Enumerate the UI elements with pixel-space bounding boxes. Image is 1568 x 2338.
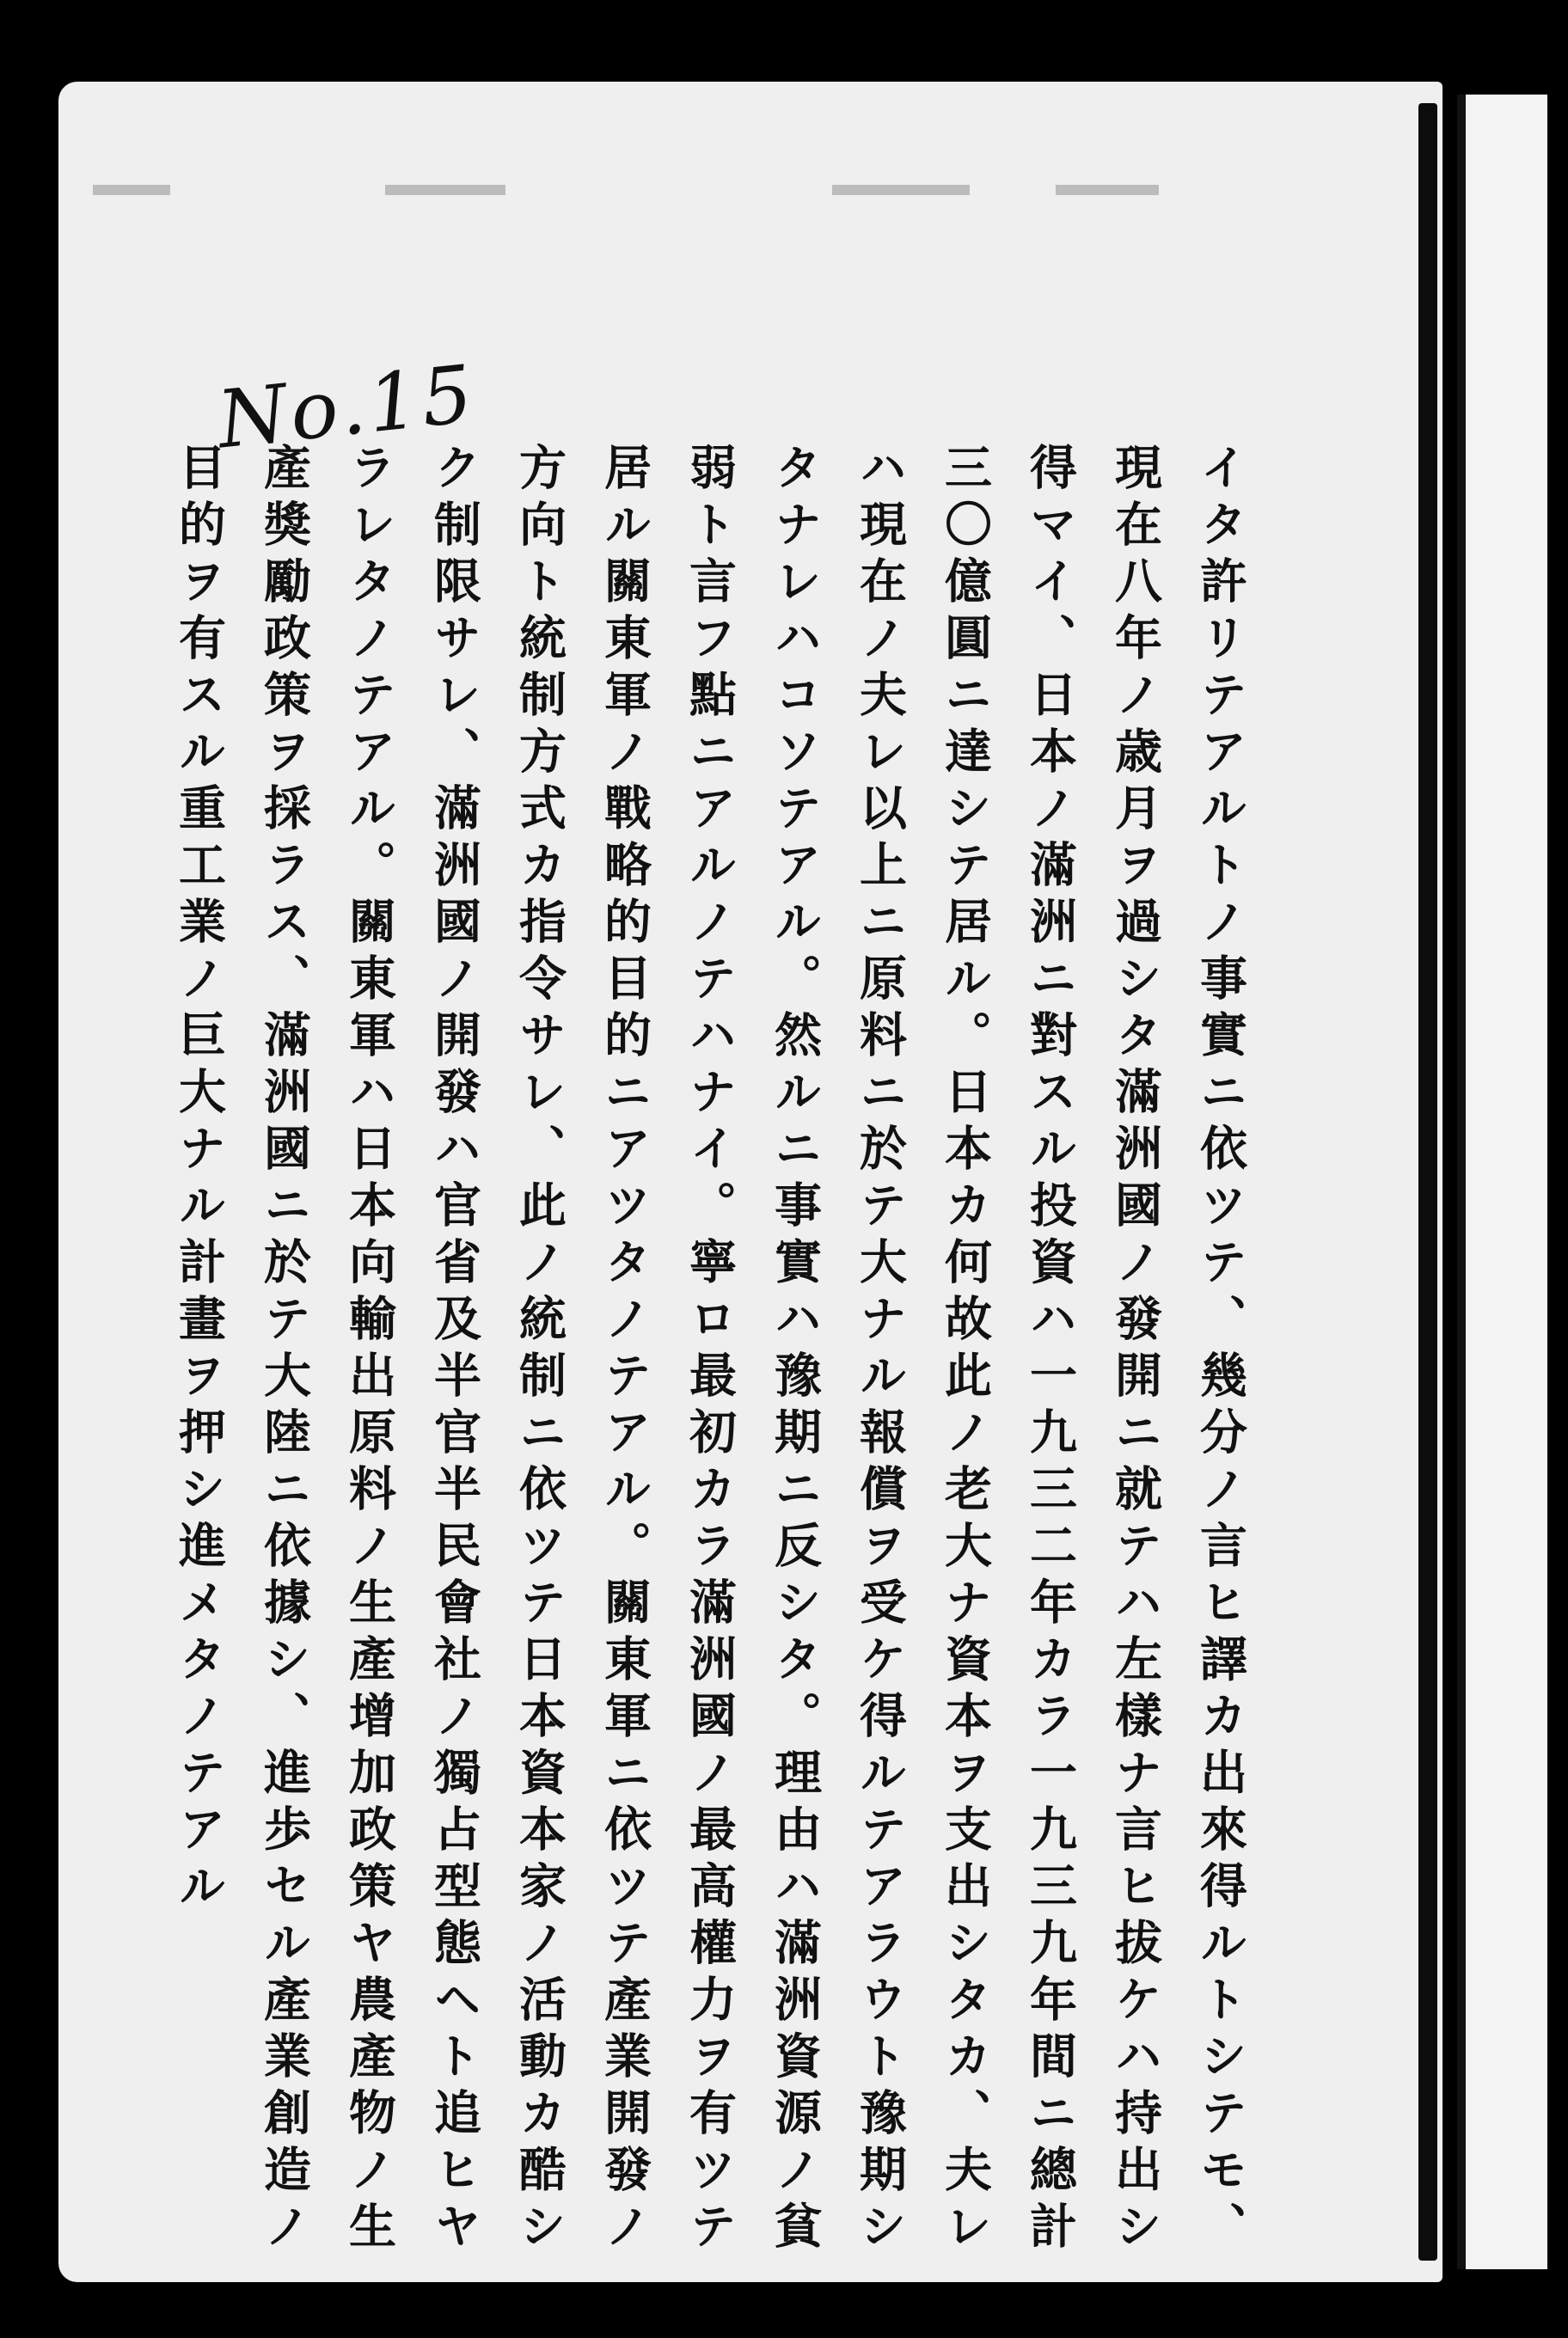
text-column: 現在八年ノ歳月ヲ過シタ滿洲國ノ發開ニ就テハ左樣ナ言ヒ拔ケハ持出シ [1107,443,1162,2258]
text-column: 得マイ、日本ノ滿洲ニ對スル投資ハ一九三二年カラ一九三九年間ニ總計 [1022,443,1077,2258]
scan-speckle [385,185,505,195]
text-column: タナレハコソテアル。然ルニ事實ハ豫期ニ反シタ。理由ハ滿洲資源ノ貧 [767,443,822,2258]
scan-speckle [93,185,170,195]
text-column: 居ル關東軍ノ戰略的目的ニアツタノテアル。關東軍ニ依ツテ產業開發ノ [597,443,652,2258]
scan-speckle [832,185,970,195]
text-column: ク制限サレ、滿洲國ノ開發ハ官省及半官半民會社ノ獨占型態ヘト追ヒヤ [426,443,481,2258]
text-column: 弱ト言フ點ニアルノテハナイ。寧ロ最初カラ滿洲國ノ最高權力ヲ有ツテ [682,443,737,2258]
document-page [58,82,1442,2282]
vertical-text-block [156,443,1262,2258]
text-column: 目的ヲ有スル重工業ノ巨大ナル計畫ヲ押シ進メタノテアル [171,443,226,1918]
adjacent-page-edge [1457,95,1547,2269]
text-column: ハ現在ノ夫レ以上ニ原料ニ於テ大ナル報償ヲ受ケ得ルテアラウト豫期シ [852,443,907,2258]
text-column: 三〇億圓ニ達シテ居ル。日本カ何故此ノ老大ナ資本ヲ支出シタカ、夫レ [937,443,992,2258]
text-column: 方向ト統制方式カ指令サレ、此ノ統制ニ依ツテ日本資本家ノ活動カ酷シ [511,443,567,2258]
handwritten-page-number: No.15 [213,347,481,467]
scan-speckle [1056,185,1159,195]
text-column: 產獎勵政策ヲ採ラス、滿洲國ニ於テ大陸ニ依據シ、進歩セル產業創造ノ [256,443,311,2258]
page-gutter-shadow [1418,103,1437,2261]
text-column: ラレタノテアル。關東軍ハ日本向輸出原料ノ生產增加政策ヤ農產物ノ生 [341,443,396,2258]
text-column: イタ許リテアルトノ事實ニ依ツテ、幾分ノ言ヒ譯カ出來得ルトシテモ、 [1192,443,1247,2258]
